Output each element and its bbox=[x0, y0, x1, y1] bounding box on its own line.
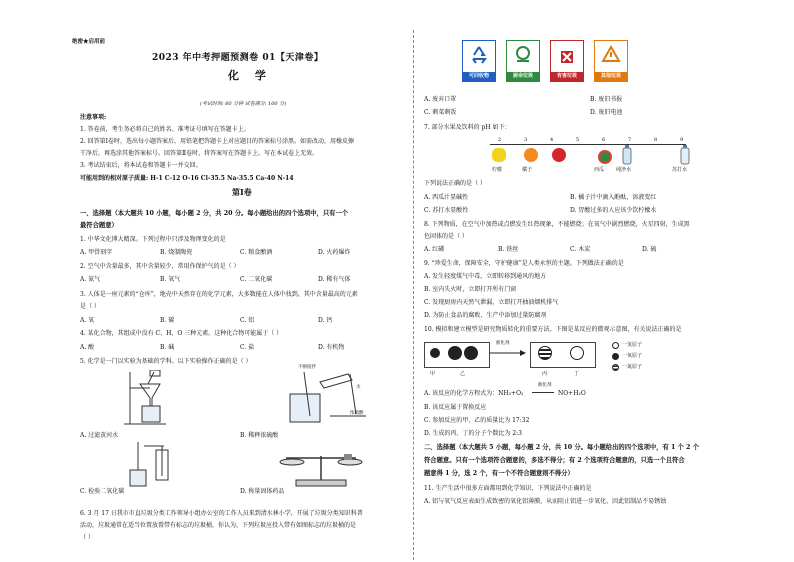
water-bottle-icon bbox=[620, 144, 634, 166]
soda-bottle-icon bbox=[678, 144, 692, 166]
dilution-apparatus-figure bbox=[270, 366, 370, 428]
q3-option-c[interactable]: C. 铝 bbox=[240, 317, 255, 324]
reaction-arrow-icon bbox=[490, 348, 528, 358]
exam-meta: (考试时间: 60 分钟 试卷满分: 100 分) bbox=[200, 101, 287, 107]
legend-nitrogen: 一氮原子 bbox=[622, 364, 643, 370]
legend-hydrogen: 一氢原子 bbox=[622, 342, 643, 348]
q5-option-d[interactable]: D. 称量固体药品 bbox=[240, 488, 285, 495]
q8-line2: 色固体的是（ ） bbox=[424, 233, 468, 240]
legend-hydrogen-icon bbox=[612, 342, 619, 349]
q10-option-a-products: NO+H₂O bbox=[558, 390, 586, 397]
ph-scale-line bbox=[490, 144, 686, 145]
q3-option-d[interactable]: D. 钙 bbox=[318, 317, 333, 324]
q9-option-d[interactable]: D. 为防止食品的腐败，生产中添加过量防腐剂 bbox=[424, 312, 547, 319]
recyclable-bin bbox=[462, 40, 496, 82]
q5-option-b[interactable]: B. 稀释浓硫酸 bbox=[240, 432, 279, 439]
ph-item-orange: 橘子 bbox=[522, 167, 533, 173]
q4-option-b[interactable]: B. 碱 bbox=[160, 344, 175, 351]
q11-option-a[interactable]: A. 铝与氧气反应表面生成致密的氧化铝薄膜，从而阻止铝进一步氧化，因此铝制品不易锈蚀 bbox=[424, 498, 667, 505]
q4-option-a[interactable]: A. 酸 bbox=[80, 344, 95, 351]
lemon-icon bbox=[492, 148, 506, 162]
filtration-apparatus-figure bbox=[120, 370, 170, 426]
q2-option-b[interactable]: B. 氧气 bbox=[160, 276, 181, 283]
q8-option-a[interactable]: A. 红磷 bbox=[424, 246, 445, 253]
label-ding: 丁 bbox=[574, 371, 580, 377]
q1-option-b[interactable]: B. 烧制陶瓷 bbox=[160, 249, 193, 256]
q5-option-a[interactable]: A. 过滤黄河水 bbox=[80, 432, 119, 439]
ph-item-lemon: 柠檬 bbox=[492, 167, 503, 173]
apple-icon bbox=[552, 148, 566, 162]
q9-stem: 9. “珍爱生命，保障安全，守护健康”是人类永恒的主题。下列做法正确的是 bbox=[424, 260, 624, 267]
q7-stem: 7. 部分水果及饮料的 pH 如下： bbox=[424, 124, 511, 131]
bin-label-recyclable: 可回收物 bbox=[463, 72, 495, 81]
q1-option-a[interactable]: A. 甲骨刻字 bbox=[80, 249, 113, 256]
legend-nitrogen-icon bbox=[612, 364, 619, 371]
q2-option-d[interactable]: D. 稀有气体 bbox=[318, 276, 351, 283]
q4-stem: 4. 某化合物，其组成中没有 C、H、O 三种元素。这种化合物可能属于（ ） bbox=[80, 330, 283, 337]
catalyst-label-diagram: 催化剂 bbox=[496, 341, 510, 346]
molecule-ding bbox=[570, 346, 584, 360]
column-divider bbox=[413, 30, 414, 560]
q1-option-c[interactable]: C. 粮食酿酒 bbox=[240, 249, 273, 256]
note-2-cont: 干净后，再选涂其他答案标号。回答第Ⅱ卷时，将答案写在答题卡上。写在本试卷上无效。 bbox=[80, 150, 319, 157]
ph-tick-7: 7 bbox=[628, 137, 632, 143]
note-3: 3. 考试结束后，将本试卷和答题卡一并交回。 bbox=[80, 162, 202, 169]
q5-stem: 5. 化学是一门以实验为基础的学科。以下实验操作正确的是（ ） bbox=[80, 358, 252, 365]
part-one-title: 第Ⅰ卷 bbox=[232, 187, 252, 197]
q8-line1: 8. 下列物质，在空气中加热或点燃发生红热现象，不能燃烧；在氧气中剧烈燃烧，火星四射，生成黑 bbox=[424, 221, 690, 228]
kitchen-waste-bin bbox=[506, 40, 540, 82]
q6-line2: 活动，垃圾通常在适当位置放置带有标志的垃圾桶，你认为，下列垃圾应投入带有如图标志的垃圾桶的是 bbox=[80, 522, 357, 529]
ph-tick-6: 6 bbox=[602, 137, 606, 143]
ph-tick-3: 3 bbox=[524, 137, 528, 143]
other-waste-icon bbox=[601, 45, 621, 65]
bin-label-kitchen: 厨余垃圾 bbox=[507, 72, 539, 81]
recycle-icon bbox=[469, 45, 489, 65]
q10-option-b[interactable]: B. 该反应属于置换反应 bbox=[424, 404, 487, 411]
hazardous-icon bbox=[557, 45, 577, 65]
ph-item-pure-water: 纯净水 bbox=[616, 167, 632, 173]
kitchen-waste-icon bbox=[513, 45, 533, 65]
section2-line1: 二、选择题（本大题共 5 小题，每小题 2 分，共 10 分。每小题给出的四个选项中，有 1 个 2 个 bbox=[424, 444, 699, 451]
equation-arrow bbox=[532, 392, 554, 393]
q7-ask: 下列说法正确的是（ ） bbox=[424, 180, 486, 187]
q7-option-a[interactable]: A. 西瓜汁显碱性 bbox=[424, 194, 469, 201]
hazardous-bin bbox=[550, 40, 584, 82]
legend-oxygen: 一氧原子 bbox=[622, 353, 643, 359]
label-conc-acid: 浓硫酸 bbox=[350, 411, 364, 416]
q4-option-d[interactable]: D. 有机物 bbox=[318, 344, 345, 351]
exam-title: 2023 年中考押题预测卷 01【天津卷】 bbox=[152, 53, 324, 63]
q6-option-c[interactable]: C. 剩菜剩饭 bbox=[424, 109, 457, 116]
molecule-bing bbox=[538, 346, 552, 360]
section2-line2: 符合题意。只有一个选项符合题意的，多选不得分；有 2 个选项符合题意的，只选一个且符合 bbox=[424, 457, 685, 464]
q6-option-a[interactable]: A. 废弃口罩 bbox=[424, 96, 457, 103]
section2-line3: 题意得 1 分，选 2 个，有一个不符合题意则不得分） bbox=[424, 470, 574, 477]
q6-line1: 6. 3 月 17 日我市市直垃圾分类工作领导小组办公室的工作人员来到清水林小学，开展了垃圾分类知识科普 bbox=[80, 510, 363, 517]
section1-line1: 一、选择题（本大题共 10 小题，每小题 2 分，共 20 分。每小题给出的四个选项中，只有一个 bbox=[80, 210, 349, 217]
section1-line2: 最符合题意） bbox=[80, 222, 118, 229]
q6-line3: （ ） bbox=[80, 534, 94, 541]
molecule-jia bbox=[430, 348, 440, 358]
subject-title: 化 学 bbox=[228, 69, 272, 82]
q8-option-d[interactable]: D. 硫 bbox=[642, 246, 657, 253]
note-2: 2. 回答第Ⅰ卷时，选出每小题答案后，用铅笔把答题卡上对应题目的答案标号涂黑。如需改动，用橡皮擦 bbox=[80, 138, 355, 145]
q6-option-b[interactable]: B. 废旧书报 bbox=[590, 96, 623, 103]
watermelon-icon bbox=[598, 150, 612, 164]
q9-option-c[interactable]: C. 发现厨房内天然气泄漏，立即打开抽油烟机排气 bbox=[424, 299, 559, 306]
bin-label-other: 其他垃圾 bbox=[595, 72, 627, 81]
q3-option-b[interactable]: B. 碳 bbox=[160, 317, 175, 324]
q10-option-c[interactable]: C. 参加反应的甲、乙的质量比为 17:32 bbox=[424, 417, 530, 424]
q10-option-d[interactable]: D. 生成的丙、丁的分子个数比为 2:3 bbox=[424, 430, 522, 437]
secret-label: 绝密★启用前 bbox=[72, 39, 106, 45]
q7-option-c[interactable]: C. 苏打水显酸性 bbox=[424, 207, 469, 214]
label-water: 水 bbox=[356, 385, 361, 390]
balance-figure bbox=[276, 448, 366, 488]
q8-option-b[interactable]: B. 铁丝 bbox=[498, 246, 519, 253]
molecule-yi-1 bbox=[448, 346, 462, 360]
q2-stem: 2. 空气中含量最多，其中含量较少，常用作保护气的是（ ） bbox=[80, 263, 240, 270]
notes-heading: 注意事项: bbox=[80, 114, 107, 121]
q9-option-b[interactable]: B. 室内失火时，立即打开所有门窗 bbox=[424, 286, 517, 293]
q9-option-a[interactable]: A. 发生轻度煤气中毒，立即转移到通风的地方 bbox=[424, 273, 547, 280]
q1-option-d[interactable]: D. 火药爆炸 bbox=[318, 249, 351, 256]
exam-page bbox=[72, 30, 720, 560]
ph-tick-4: 4 bbox=[550, 137, 554, 143]
q3-stem-line2: 是（ ） bbox=[80, 303, 100, 310]
q3-option-a[interactable]: A. 氧 bbox=[80, 317, 95, 324]
q10-stem: 10. 模拟和建立模型是研究物质转化的重要方法。下图是某反应的微观示意图，有关说法正确的是 bbox=[424, 326, 682, 333]
legend-oxygen-icon bbox=[612, 353, 619, 360]
q1-stem: 1. 中华文化博大精深。下列过程中只涉及物理变化的是 bbox=[80, 236, 226, 243]
ph-tick-8: 8 bbox=[654, 137, 658, 143]
q10-option-a[interactable]: A. 该反应的化学方程式为：NH₃+O₂ bbox=[424, 390, 524, 397]
label-yi: 乙 bbox=[460, 371, 466, 377]
catalyst-label-equation: 催化剂 bbox=[538, 383, 552, 388]
label-bing: 丙 bbox=[542, 371, 548, 377]
label-jia: 甲 bbox=[430, 371, 436, 377]
orange-icon bbox=[524, 148, 538, 162]
q4-option-c[interactable]: C. 盐 bbox=[240, 344, 255, 351]
q8-option-c[interactable]: C. 木炭 bbox=[570, 246, 591, 253]
ph-tick-9: 9 bbox=[680, 137, 684, 143]
bin-label-hazardous: 有害垃圾 bbox=[551, 72, 583, 81]
ph-tick-5: 5 bbox=[576, 137, 580, 143]
co2-test-apparatus-figure bbox=[124, 442, 174, 492]
label-stir: 不断搅拌 bbox=[298, 365, 316, 370]
q11-stem: 11. 生产生活中很多方面都用到化学知识，下列说法中正确的是 bbox=[424, 485, 592, 492]
q2-option-c[interactable]: C. 二氧化碳 bbox=[240, 276, 273, 283]
other-waste-bin bbox=[594, 40, 628, 82]
q2-option-a[interactable]: A. 氮气 bbox=[80, 276, 101, 283]
ph-item-soda-water: 苏打水 bbox=[672, 167, 688, 173]
ph-tick-2: 2 bbox=[498, 137, 502, 143]
molecule-yi-2 bbox=[464, 346, 478, 360]
q7-option-b[interactable]: B. 橘子汁中滴入酚酞，溶液变红 bbox=[570, 194, 657, 201]
q3-stem-line1: 3. 人体是一座元素的“仓库”，地壳中天然存在的化学元素，大多数能在人体中找到，其中含量最高的元素 bbox=[80, 291, 358, 298]
q6-option-d[interactable]: D. 废旧电池 bbox=[590, 109, 623, 116]
ph-item-watermelon: 西瓜 bbox=[594, 167, 605, 173]
q7-option-d[interactable]: D. 胃酸过多的人应该少饮柠檬水 bbox=[570, 207, 657, 214]
atomic-mass-line: 可能用到的相对原子质量: H-1 C-12 O-16 Cl-35.5 Na-35.5 Ca-40 N-14 bbox=[80, 175, 294, 182]
q5-option-c[interactable]: C. 检验二氧化碳 bbox=[80, 488, 125, 495]
note-1: 1. 答卷前，考生务必将自己的姓名、准考证号填写在答题卡上。 bbox=[80, 126, 250, 133]
